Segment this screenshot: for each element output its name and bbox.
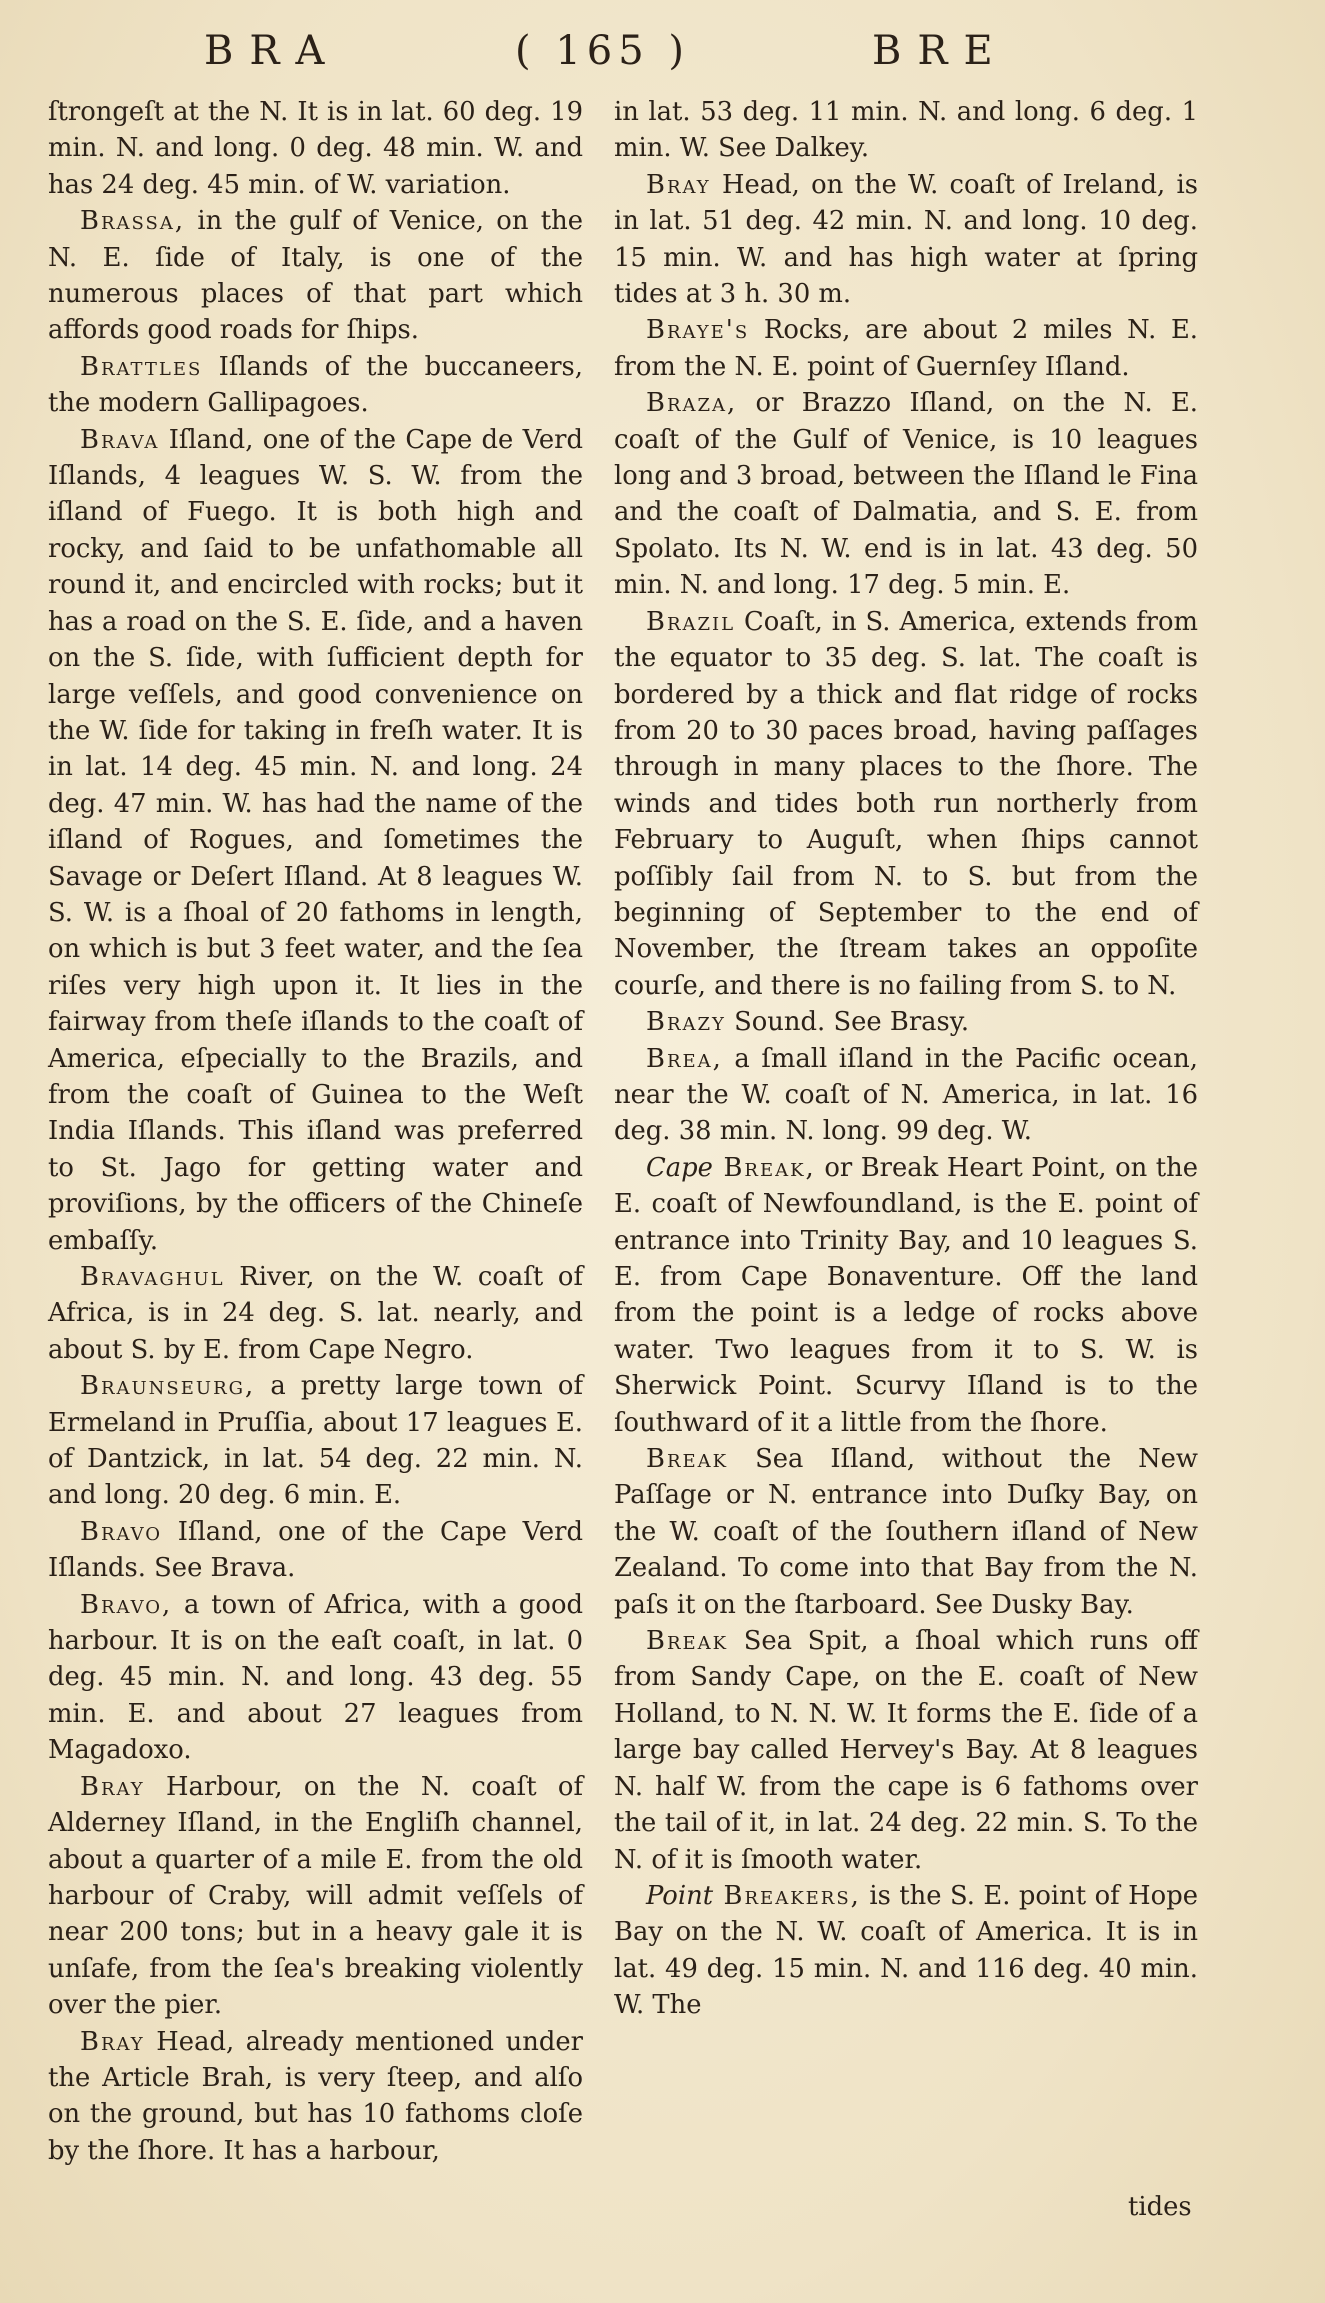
entry-prefix: Point [646,1880,714,1911]
entry-text: ſtrongeſt at the N. It is in lat. 60 deg. 19 min. N. and long. 0 deg. 48 min. W. and has 24 deg. 45 min. of W. variation. [48,97,583,200]
entry-headword: Brassa, [80,206,186,237]
entry-text: Coaſt, in S. America, extends from the equator to 35 deg. S. lat. The coaſt is bordered by a thick and flat ridge of rocks from 20 to 30 paces broad, having paſſages through in many places to the ſhore. The winds and tides both run northerly from February to Auguſt, when ſhips cannot poſſibly ſail from N. to S. but from the beginning of September to the end of November, the ſtream takes an oppoſite courſe, and there is no failing from S. to N. [614,606,1198,1001]
entry-text: a ſmall iſland in the Pacific ocean, near the W. coaſt of N. America, in lat. 16 deg. 38 min. N. long. 99 deg. W. [614,1043,1198,1147]
entry-headword: Break, [712,1152,816,1183]
entry-text: Sea Iſland, without the New Paſſage or N. entrance into Duſky Bay, on the W. coaſt of the ſouthern iſland of New Zealand. To come into that Bay from the N. paſs it on the ſtarboard. See Dusky Bay. [614,1444,1198,1620]
dictionary-entry [614,1041,1198,1150]
dictionary-entry [48,1514,583,1587]
continued-text [614,94,1198,167]
entry-text: Sea Spit, a ſhoal which runs off from Sandy Cape, on the E. coaſt of New Holland, to N. N. W. It forms the E. ſide of a large bay called Hervey's Bay. At 8 leagues N. half W. from the cape is 6 fathoms over the tail of it, in lat. 24 deg. 22 min. S. To the N. of it is ſmooth water. [614,1626,1198,1875]
entry-text: Head, already mentioned under the Article Brah, is very ſteep, and alſo on the ground, but has 10 fathoms cloſe by the ſhore. It has a harbour, [48,2026,583,2166]
entry-headword: Braza, [646,388,738,419]
catchword: tides [1128,2192,1192,2222]
entry-headword: Brazil [646,606,736,637]
dictionary-entry [48,1259,583,1368]
entry-headword: Brava [80,424,160,455]
header-right-guide-word: BRE [872,28,1009,74]
dictionary-entry [614,167,1198,313]
entry-text: or Break Heart Point, on the E. coaſt of Newfoundland, is the E. point of entrance into Trinity Bay, and 10 leagues S. E. from Cape Bonaventure. Off the land from the point is a ledge of rocks above water. Two leagues from it to S. W. is Sherwick Point. Scurvy Iſland is to the ſouthward of it a little from the ſhore. [614,1152,1199,1438]
entry-headword: Bray [80,2026,145,2057]
dictionary-entry [614,1441,1198,1623]
entry-text: a pretty large town of Ermeland in Pruſſia, about 17 leagues E. of Dantzick, in lat. 54 deg. 22 min. N. and long. 20 deg. 6 min. E. [48,1371,583,1511]
entry-text: Iſland, one of the Cape de Verd Iſlands, 4 leagues W. S. W. from the iſland of Fuego. It is both high and rocky, and ſaid to be unfathomable all round it, and encircled with rocks; but it has a road on the S. E. ſide, and a haven on the S. ſide, with ſufficient depth for large veſſels, and good convenience on the W. ſide for taking in freſh water. It is in lat. 14 deg. 45 min. N. and long. 24 deg. 47 min. W. has had the name of the iſland of Rogues, and ſometimes the Savage or Deſert Iſland. At 8 leagues W. S. W. is a ſhoal of 20 fathoms in length, on which is but 3 feet water, and the ſea riſes very high upon it. It lies in the fairway from theſe iſlands to the coaſt of America, eſpecially to the Brazils, and from the coaſt of Guinea to the Weſt India Iſlands. This iſland was preferred to St. Jago for getting water and proviſions, by the officers of the Chineſe embaſſy. [48,424,583,1256]
dictionary-entry [48,1587,583,1769]
dictionary-entry [48,1368,583,1514]
dictionary-entry [48,422,583,1259]
entry-headword: Bravo, [80,1589,173,1620]
entry-text: is the S. E. point of Hope Bay on the N. W. coaſt of America. It is in lat. 49 deg. 15 min. N. and 116 deg. 40 min. W. The [614,1880,1198,2021]
entry-headword: Bravo [80,1516,163,1547]
dictionary-entry [614,1004,1198,1040]
dictionary-entry [48,349,583,422]
left-column [48,94,583,2169]
entry-headword: Brattles [80,351,203,382]
entry-headword: Bravaghul [80,1262,225,1292]
dictionary-entry [614,1878,1198,2024]
dictionary-entry [48,203,583,349]
page-number: ( 165 ) [515,28,690,74]
entry-headword: Braunseurg, [80,1371,256,1402]
entry-headword: Bray [646,169,711,200]
entry-text: a town of Africa, with a good harbour. It is on the eaſt coaſt, in lat. 0 deg. 45 min. N. and long. 43 deg. 55 min. E. and about 27 leagues from Magadoxo. [48,1589,583,1766]
entry-text: Sound. See Brasy. [725,1007,970,1038]
entry-text: in lat. 53 deg. 11 min. N. and long. 6 deg. 1 min. W. See Dalkey. [614,97,1198,164]
entry-headword: Break [646,1444,729,1475]
entry-text: Iſlands of the buccaneers, the modern Gallipagoes. [48,351,583,419]
dictionary-entry [48,2024,583,2170]
dictionary-entry [614,604,1198,1004]
header-left-guide-word: BRA [204,28,341,74]
entry-headword: Brea, [646,1043,723,1074]
dictionary-entry [614,385,1198,603]
entry-text: Head, on the W. coaſt of Ireland, is in lat. 51 deg. 42 min. N. and long. 10 deg. 15 min. W. and has high water at ſpring tides at 3 h. 30 m. [614,169,1198,310]
entry-headword: Breakers, [713,1880,861,1911]
continued-text [48,94,583,203]
dictionary-entry [614,1623,1198,1878]
entry-headword: Braye's [646,315,750,346]
running-header [0,22,1325,92]
entry-headword: Break [646,1626,729,1657]
entry-prefix: Cape [646,1152,713,1183]
dictionary-entry [614,312,1198,385]
entry-text: Iſland, one of the Cape Verd Iſlands. See Brava. [48,1516,583,1584]
entry-text: River, on the W. coaſt of Africa, is in 24 deg. S. lat. nearly, and about S. by E. from Cape Negro. [48,1262,583,1365]
entry-text: or Brazzo Iſland, on the N. E. coaſt of the Gulf of Venice, is 10 leagues long and 3 broad, between the Iſland le Fina and the coaſt of Dalmatia, and S. E. from Spolato. Its N. W. end is in lat. 43 deg. 50 min. N. and long. 17 deg. 5 min. E. [614,388,1198,601]
entry-headword: Brazy [646,1007,726,1038]
entry-text: Harbour, on the N. coaſt of Alderney Iſland, in the Engliſh channel, about a quarter of a mile E. from the old harbour of Craby, will admit veſſels of near 200 tons; but in a heavy gale it is unſafe, from the ſea's breaking violently over the pier. [48,1771,583,2021]
dictionary-entry [48,1769,583,2024]
dictionary-entry [614,1150,1198,1441]
entry-text: in the gulf of Venice, on the N. E. ſide of Italy, is one of the numerous places of that part which affords good roads for ſhips. [48,206,583,346]
right-column [614,94,1198,2024]
entry-text: Rocks, are about 2 miles N. E. from the N. E. point of Guernſey Iſland. [614,315,1198,382]
entry-headword: Bray [80,1771,145,1802]
